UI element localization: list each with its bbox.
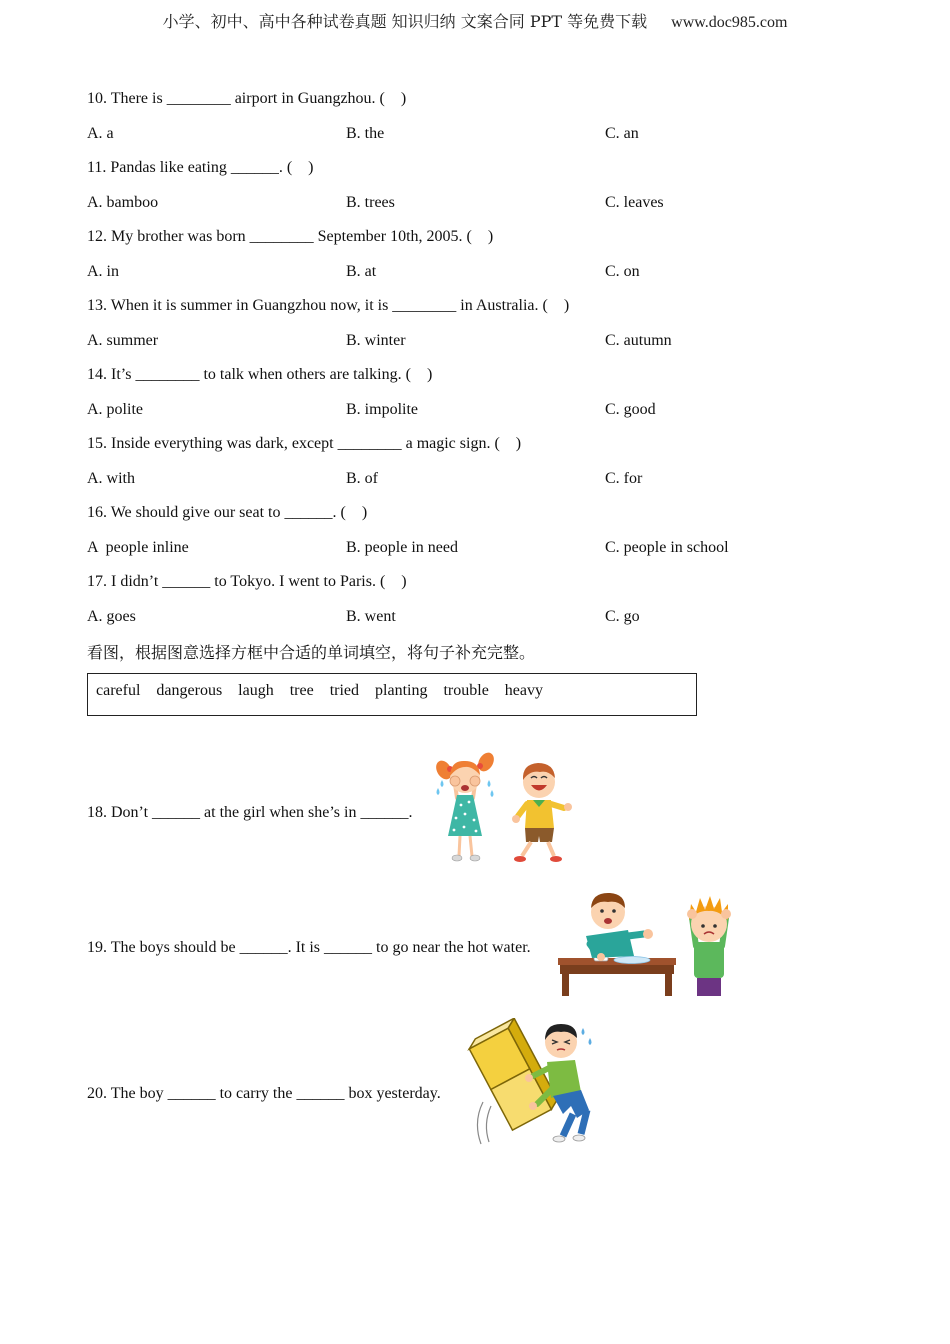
shouting-boy [586, 893, 653, 961]
option-a: A. summer [87, 331, 159, 349]
page-header [0, 11, 950, 34]
question-stem: 11. Pandas like eating ______. ( ) [87, 159, 314, 176]
option-a: A. a [87, 124, 114, 142]
worried-boy [687, 896, 731, 996]
word-bank-item: dangerous [156, 682, 223, 699]
options-row [87, 255, 887, 290]
option-a: A. bamboo [87, 193, 159, 211]
option-b: B. impolite [346, 400, 418, 418]
multiple-choice-section [87, 82, 887, 634]
word-bank-item: planting [375, 682, 428, 699]
option-b: B. trees [346, 193, 395, 211]
option-b: B. the [346, 124, 385, 142]
option-a: A. in [87, 262, 119, 280]
option-b: B. people in need [346, 538, 458, 556]
options-row [87, 393, 887, 428]
option-b: B. at [346, 262, 377, 280]
option-a: A people inline [87, 538, 189, 556]
picture-question-sentence: 18. Don’t ______ at the girl when she’s in ______. [87, 804, 413, 821]
option-c: C. people in school [605, 538, 729, 556]
crying-girl-laughing-boy-illustration [432, 750, 575, 868]
crying-girl [433, 750, 497, 861]
boy-carrying-box-illustration [463, 1018, 600, 1148]
option-c: C. an [605, 124, 639, 142]
option-a: A. polite [87, 400, 143, 418]
question-stem: 16. We should give our seat to ______. ( ) [87, 504, 368, 521]
question-stem: 14. It’s ________ to talk when others are talking. ( ) [87, 366, 433, 383]
word-bank-item: heavy [504, 682, 543, 699]
word-bank-item: tree [289, 682, 314, 699]
word-bank-item: tried [329, 682, 360, 699]
question-stem: 15. Inside everything was dark, except ________ a magic sign. ( ) [87, 435, 522, 452]
option-c: C. leaves [605, 193, 664, 211]
picture-question-sentence: 19. The boys should be ______. It is ______ to go near the hot water. [87, 939, 531, 956]
options-row [87, 462, 887, 497]
option-c: C. go [605, 607, 640, 625]
option-c: C. good [605, 400, 656, 418]
options-row [87, 324, 887, 359]
options-row [87, 600, 887, 635]
picture-question-sentence: 20. The boy ______ to carry the ______ box yesterday. [87, 1085, 441, 1102]
option-b: B. winter [346, 331, 406, 349]
option-b: B. of [346, 469, 378, 487]
option-a: A. with [87, 469, 135, 487]
question-stem: 13. When it is summer in Guangzhou now, it is ________ in Australia. ( ) [87, 297, 570, 314]
table [558, 953, 676, 996]
laughing-boy [512, 763, 572, 862]
header-title: 小学、初中、高中各种试卷真题 知识归纳 文案合同 PPT 等免费下载 [162, 12, 648, 31]
section-instruction: 看图，根据图意选择方框中合适的单词填空，将句子补充完整。 [87, 643, 536, 662]
boys-hot-water-illustration [558, 884, 735, 998]
word-bank-box [87, 673, 697, 716]
question-stem: 12. My brother was born ________ September 10th, 2005. ( ) [87, 228, 494, 245]
options-row [87, 117, 887, 152]
question-stem: 17. I didn’t ______ to Tokyo. I went to Paris. ( ) [87, 573, 407, 590]
word-bank-item: laugh [238, 682, 274, 699]
word-bank-item: careful [96, 682, 141, 699]
options-row [87, 531, 887, 566]
word-bank [88, 674, 696, 702]
option-c: C. autumn [605, 331, 672, 349]
option-b: B. went [346, 607, 396, 625]
option-c: C. on [605, 262, 640, 280]
option-c: C. for [605, 469, 643, 487]
question-stem: 10. There is ________ airport in Guangzhou. ( ) [87, 90, 407, 107]
motion-lines [477, 1102, 491, 1144]
word-bank-item: trouble [443, 682, 489, 699]
header-site: www.doc985.com [671, 14, 788, 31]
options-row [87, 186, 887, 221]
option-a: A. goes [87, 607, 136, 625]
